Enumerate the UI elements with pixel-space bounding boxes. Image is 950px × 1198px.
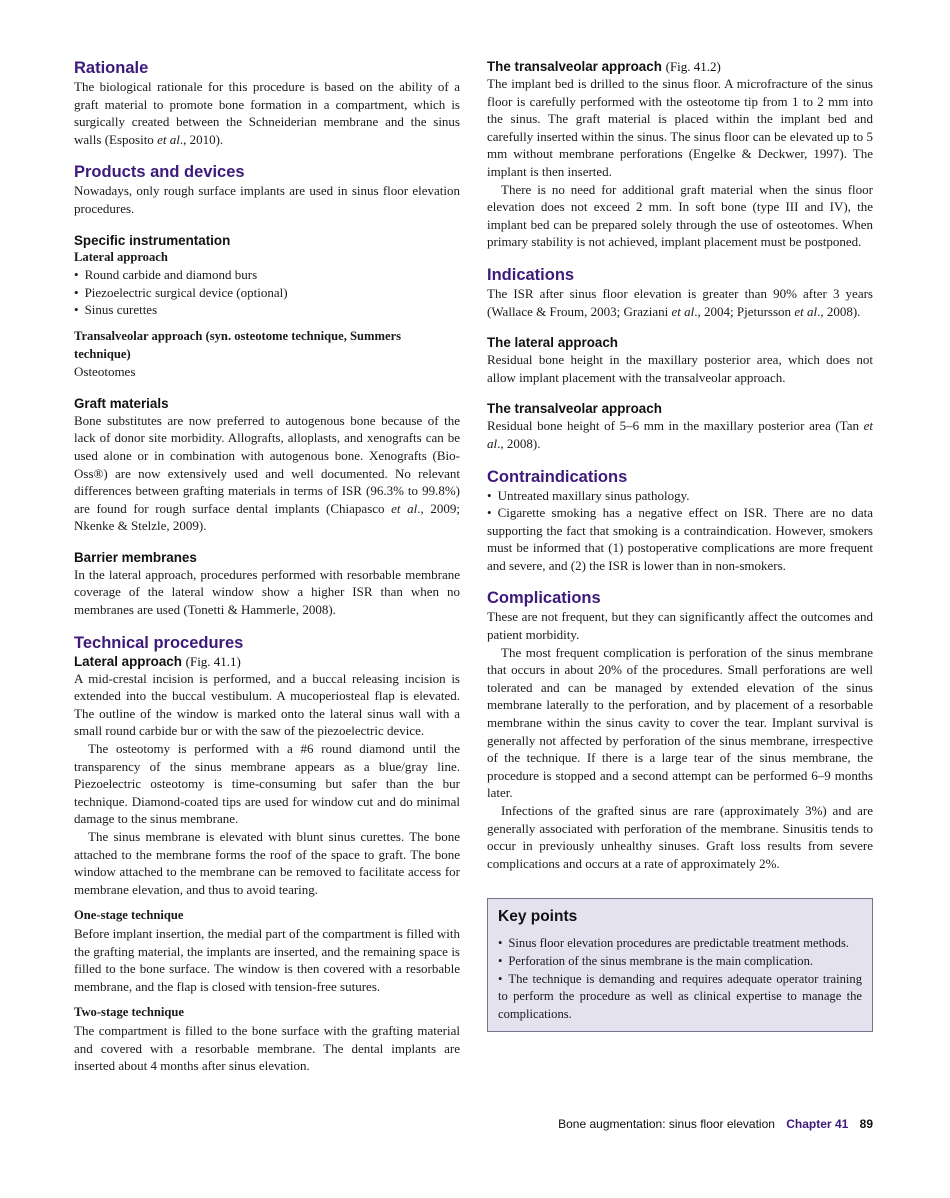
left-column xyxy=(74,58,460,1075)
products-text: Nowadays, only rough surface implants are used in sinus floor elevation procedures. xyxy=(74,183,460,216)
lateral-p3: The sinus membrane is elevated with blunt sinus curettes. The bone attached to the membrane forms the roof of the space to graft. The bone window attached to the membrane can be removed to facilitate access for membrane elevation, and thus to avoid tearing. xyxy=(74,829,460,897)
rationale-text: The biological rationale for this procedure is based on the ability of a graft material to promote bone formation in a compartment, which is surgically created between the Schneiderian membrane and the sinus walls (Esposito et al., 2010). xyxy=(74,79,460,147)
list-item: • Perforation of the sinus membrane is the main complication. xyxy=(498,953,862,971)
two-stage-heading: Two-stage technique xyxy=(74,1005,184,1020)
list-item: • Sinus curettes xyxy=(74,301,460,319)
page-footer xyxy=(558,1117,873,1131)
complications-p1: These are not frequent, but they can significantly affect the outcomes and patient morbidity. xyxy=(487,609,873,643)
list-item: • Sinus floor elevation procedures are predictable treatment methods. xyxy=(498,935,862,953)
key-points-heading: Key points xyxy=(498,908,578,926)
instrumentation-transalveolar-label: Transalveolar approach (syn. osteotome technique, Summers technique) xyxy=(74,328,402,361)
complications-p3: Infections of the grafted sinus are rare (approximately 3%) and are generally associated with perforation of the membrane. Sinusitis tends to occur in previously unhealthy sinuses. Graft loss results from severe complications and occurs at a rate of approximately 2%. xyxy=(487,803,873,871)
transalveolar-heading: The transalveolar approach (Fig. 41.2) xyxy=(487,59,721,74)
indications-transalveolar-text: Residual bone height of 5–6 mm in the maxillary posterior area (Tan et al., 2008). xyxy=(487,418,873,451)
lateral-p2: The osteotomy is performed with a #6 round diamond until the transparency of the sinus membrane appears as a blue/gray line. Piezoelectric osteotomy is time-consuming but safer than the bur technique. Diamond-coated tips are used for window cut and do minimal damage to the sinus membrane. xyxy=(74,741,460,827)
one-stage-heading: One-stage technique xyxy=(74,908,184,923)
lateral-approach-heading: Lateral approach (Fig. 41.1) xyxy=(74,653,241,669)
indications-heading: Indications xyxy=(487,265,575,284)
chapter-label: Chapter 41 xyxy=(786,1117,849,1131)
list-item: • Piezoelectric surgical device (optional) xyxy=(74,284,460,302)
list-item: • Round carbide and diamond burs xyxy=(74,266,460,284)
technical-heading: Technical procedures xyxy=(74,633,244,652)
graft-heading: Graft materials xyxy=(74,395,169,411)
one-stage-text: Before implant insertion, the medial part of the compartment is filled with the grafting material, the implants are inserted, and the remaining space is filled to the bone surface. The window is then covered with a resorbable membrane, and the flap is closed with tension-free sutures. xyxy=(74,925,460,994)
barrier-text: In the lateral approach, procedures performed with resorbable membrane coverage of the lateral window show a higher ISR than when no membranes are used (Tonetti & Hammerle, 2008). xyxy=(74,566,460,618)
lateral-p1: A mid-crestal incision is performed, and a buccal releasing incision is extended into the buccal vestibulum. A mucoperiosteal flap is elevated. The outline of the window is marked onto the lateral sinus wall with a small round carbide bur or with the saw of the piezoelectric device. xyxy=(74,670,460,739)
complications-heading: Complications xyxy=(487,589,601,608)
indications-transalveolar-heading: The transalveolar approach xyxy=(487,401,662,417)
transalveolar-p1: The implant bed is drilled to the sinus floor. A microfracture of the sinus floor is carefully performed with the osteotome tip from 1 to 2 mm into the sinus. The graft material is placed within the implant bed and carefully inserted within the sinus. The sinus floor can be elevated up to 5 mm without membrane perforations (Engelke & Deckwer, 1997). The implant is then inserted. xyxy=(487,76,873,179)
key-points-box xyxy=(487,898,873,1032)
instrumentation-list xyxy=(74,266,460,319)
indications-lateral-heading: The lateral approach xyxy=(487,335,618,351)
list-item: • The technique is demanding and requires adequate operator training to perform the procedure as well as clinical expertise to manage the complications. xyxy=(498,971,862,1024)
contraindications-heading: Contraindications xyxy=(487,467,628,486)
instrumentation-lateral-label: Lateral approach xyxy=(74,249,168,264)
list-item: • Cigarette smoking has a negative effect on ISR. There are no data supporting the fact that smoking is a contraindication. However, smokers must be informed that (1) postoperative complications are more frequent and severe, and (2) the ISR is lower than in non-smokers. xyxy=(487,504,873,574)
two-stage-text: The compartment is filled to the bone surface with the grafting material and covered with a resorbable membrane. The dental implants are inserted about 4 months after sinus elevation. xyxy=(74,1022,460,1074)
products-heading: Products and devices xyxy=(74,163,245,182)
key-points-list xyxy=(498,935,862,1023)
complications-p2: The most frequent complication is perforation of the sinus membrane that occurs in about 20% of the procedures. Small perforations are well tolerated and can be managed by extended elevation of the sinus membrane laterally to the perforation, and by placement of a resorbable membrane within the sinus cavity to cover the tear. Implant survival is generally not affected by perforation of the sinus membrane, irrespective of the technique. If there is a large tear of the sinus membrane, the procedure is stopped and a second attempt can be performed 6–9 months later. xyxy=(487,644,873,801)
figure-reference: (Fig. 41.2) xyxy=(665,59,721,74)
indications-lateral-text: Residual bone height in the maxillary posterior area, which does not allow implant placement with the transalveolar approach. xyxy=(487,352,873,385)
right-column xyxy=(487,58,873,1032)
page-number: 89 xyxy=(859,1117,873,1131)
list-item: • Untreated maxillary sinus pathology. xyxy=(487,487,873,505)
running-title: Bone augmentation: sinus floor elevation xyxy=(558,1117,775,1131)
figure-reference: (Fig. 41.1) xyxy=(185,653,241,669)
instrumentation-transalveolar-text: Osteotomes xyxy=(74,364,136,380)
instrumentation-heading: Specific instrumentation xyxy=(74,232,231,248)
rationale-heading: Rationale xyxy=(74,59,149,77)
contraindications-list xyxy=(487,487,873,575)
graft-text: Bone substitutes are now preferred to autogenous bone because of the lack of donor site morbidity. Allografts, alloplasts, and xenografts can be used alone or in combination with autogenous bone. Xenografts (Bio-Oss®) are now extensively used and well documented. No relevant differences between grafting materials in terms of ISR (96.3% to 99.8%) are found for rough surface dental implants (Chiapasco et al., 2009; Nkenke & Stelzle, 2009). xyxy=(74,412,460,534)
barrier-heading: Barrier membranes xyxy=(74,549,197,565)
indications-text: The ISR after sinus floor elevation is greater than 90% after 3 years (Wallace & Froum, 2003; Graziani et al., 2004; Pjetursson et al., 2008). xyxy=(487,285,873,319)
transalveolar-p2: There is no need for additional graft material when the sinus floor elevation does not exceed 2 mm. In soft bone (type III and IV), the implant bed can be prepared solely through the use of osteotomes. When primary stability is not achieved, implant placement must be postponed. xyxy=(487,181,873,250)
